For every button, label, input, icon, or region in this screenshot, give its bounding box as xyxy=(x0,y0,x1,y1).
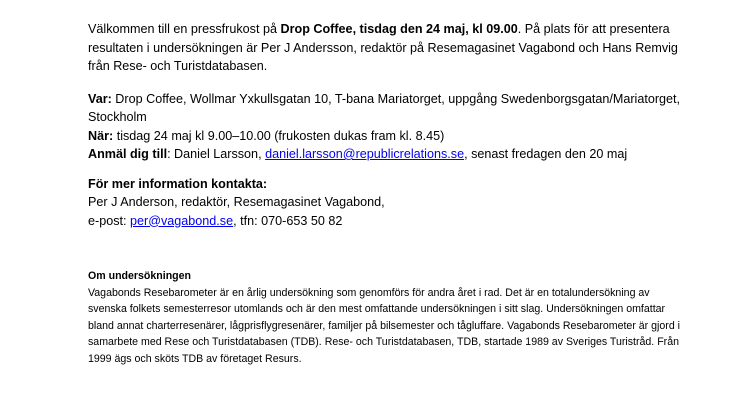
where-line xyxy=(88,90,688,127)
register-deadline: , senast fredagen den 20 maj xyxy=(464,147,628,161)
contact-email-link[interactable]: per@vagabond.se xyxy=(130,213,234,228)
intro-text-rest: . På plats för att presentera resultaten i undersökningen är Per J Andersson, redaktör på Resemagasinet Vagabond och Hans Remvig från Rese- och Turistdatabasen. xyxy=(88,22,678,73)
register-line xyxy=(88,145,688,164)
register-email-link[interactable]: daniel.larsson@republicrelations.se xyxy=(265,147,465,161)
intro-event-bold: Drop Coffee, tisdag den 24 maj, kl 09.00 xyxy=(280,22,518,36)
when-text: tisdag 24 maj kl 9.00–10.00 (frukosten dukas fram kl. 8.45) xyxy=(113,128,445,143)
about-section xyxy=(88,268,688,367)
when-label: När: xyxy=(88,128,114,143)
contact-heading: För mer information kontakta: xyxy=(88,176,268,191)
document-page xyxy=(88,20,688,367)
register-text: : Daniel Larsson, xyxy=(167,147,266,161)
when-line xyxy=(88,127,688,146)
contact-line: Per J Anderson, redaktör, Resemagasinet Vagabond, xyxy=(88,195,385,209)
register-label: Anmäl dig till xyxy=(88,147,168,161)
intro-paragraph xyxy=(88,20,688,76)
about-body: Vagabonds Resebarometer är en årlig undersökning som genomförs för andra året i rad. Det är en totalundersökning av svenska folkets semesterresor utomlands och är den mest omfattande undersökningen i sitt slag. Undersökningen omfattar bland annat charterresenärer, lågprisflygresenärer, familjer på bilsemester och tågluffare. Vagabonds Resebarometer är gjord i samarbete med Rese och Turistdatabasen (TDB). Rese- och Turistdatabasen, TDB, startade 1989 av Sveriges Turistråd. Från 1999 ägs och sköts TDB av företaget Resurs. xyxy=(88,286,681,365)
contact-email-line: e-post: per@vagabond.se, tfn: 070-653 50 82 xyxy=(88,213,343,228)
where-text: Drop Coffee, Wollmar Yxkullsgatan 10, T-bana Mariatorget, uppgång Swedenborgsgatan/Mariatorget, Stockholm xyxy=(88,91,681,124)
contact-phone: , tfn: 070-653 50 82 xyxy=(233,213,343,228)
about-heading: Om undersökningen xyxy=(88,270,192,282)
intro-text: Välkommen till en pressfrukost på xyxy=(88,22,281,36)
where-label: Var: xyxy=(88,91,112,106)
